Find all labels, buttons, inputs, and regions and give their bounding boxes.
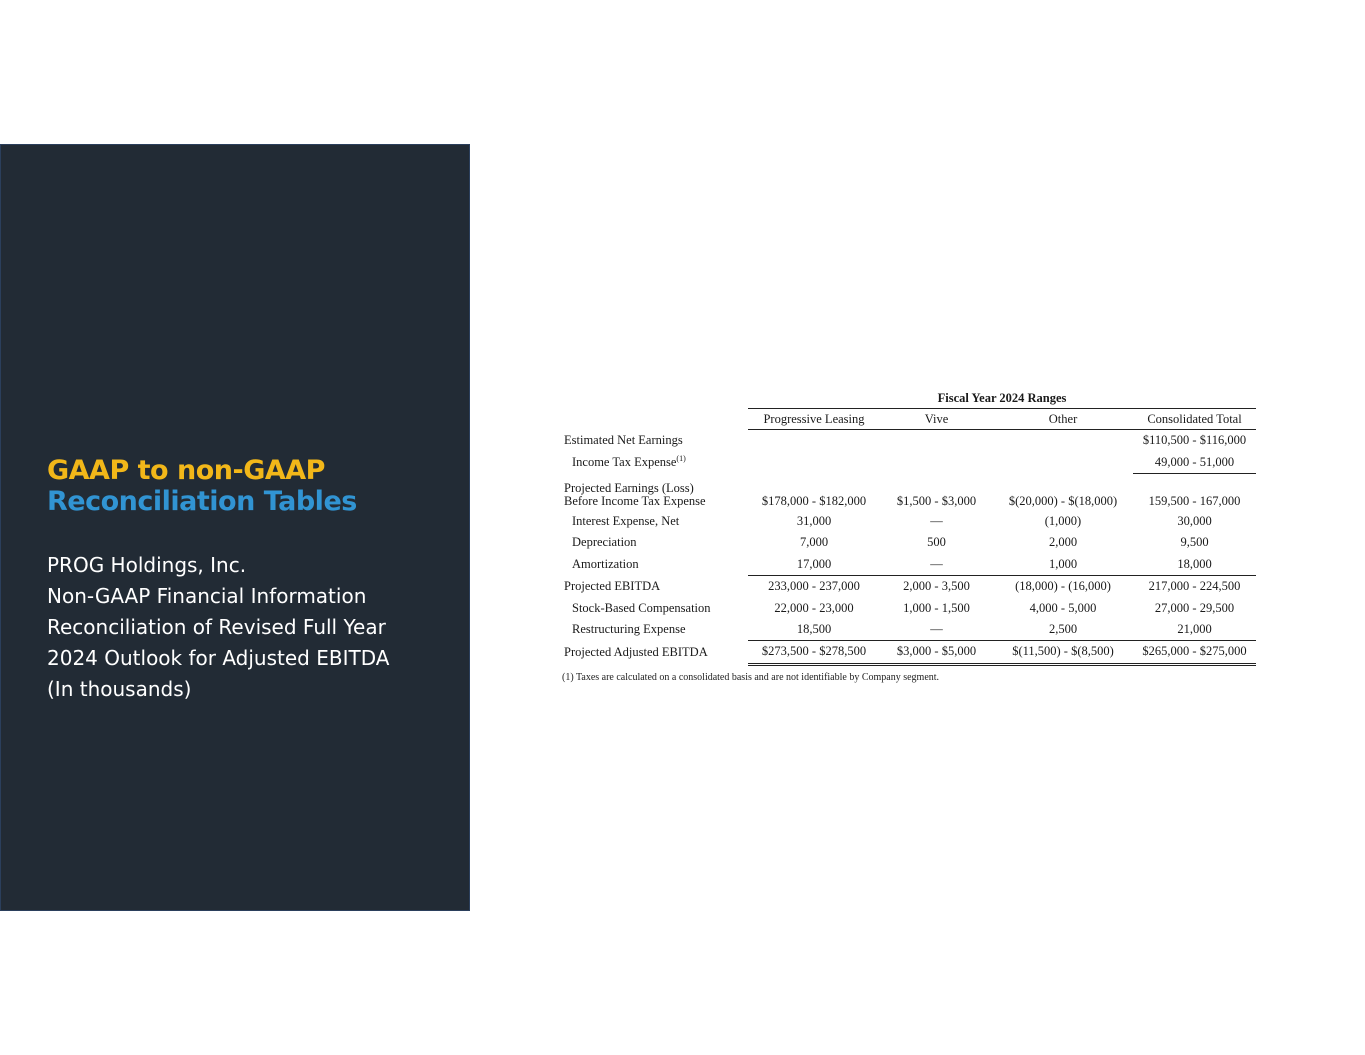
cell: 27,000 - 29,500 (1154, 600, 1235, 615)
column-header-vive: Vive (880, 409, 993, 430)
side-panel (0, 144, 470, 911)
group-header: Fiscal Year 2024 Ranges (937, 390, 1067, 405)
row-label: Estimated Net Earnings (564, 432, 683, 447)
cell (748, 451, 880, 473)
cell: — (880, 554, 993, 576)
row-label-line: Projected Earnings (Loss) (564, 480, 694, 495)
cell: $1,500 - $3,000 (896, 493, 977, 508)
row-label: Projected Adjusted EBITDA (564, 644, 708, 659)
cell: (1,000) (1044, 513, 1082, 528)
cell: $(11,500) - $(8,500) (993, 641, 1133, 664)
reconciliation-table-container (562, 388, 1262, 683)
cell: 1,000 - 1,500 (903, 600, 970, 615)
cell: 159,500 - 167,000 (1148, 493, 1241, 508)
cell: 500 (927, 535, 946, 550)
cell (880, 451, 993, 473)
cell: $3,000 - $5,000 (880, 641, 993, 664)
cell: — (930, 513, 943, 528)
cell: 49,000 - 51,000 (1133, 451, 1256, 473)
cell: $273,500 - $278,500 (748, 641, 880, 664)
cell: 217,000 - 224,500 (1148, 579, 1241, 594)
table-row (562, 532, 1256, 553)
cell (880, 430, 993, 452)
title-line-1: GAAP to non-GAAP (47, 455, 325, 486)
table-row (562, 473, 1256, 511)
footnote: (1) Taxes are calculated on a consolidated basis and are not identifiable by Company segment. (562, 671, 940, 683)
cell: 2,500 (993, 619, 1133, 641)
subtitle (47, 550, 457, 705)
column-header-progressive-leasing: Progressive Leasing (748, 409, 880, 430)
column-header-consolidated-total: Consolidated Total (1133, 409, 1256, 430)
column-header-other: Other (993, 409, 1133, 430)
cell: $265,000 - $275,000 (1133, 641, 1256, 664)
table-row (562, 619, 1256, 641)
row-label-text: Income Tax Expense (572, 455, 677, 470)
cell: $(20,000) - $(18,000) (1008, 493, 1118, 508)
subtitle-line: (In thousands) (47, 677, 192, 701)
row-label: Stock-Based Compensation (572, 600, 711, 615)
row-label: Restructuring Expense (572, 622, 686, 637)
table-row (562, 430, 1256, 452)
row-label: Amortization (572, 557, 639, 571)
subtitle-line: PROG Holdings, Inc. (47, 553, 247, 577)
cell: 18,500 (748, 619, 880, 641)
cell: 31,000 (796, 513, 832, 528)
table-row (562, 575, 1256, 597)
cell (993, 430, 1133, 452)
table-row (562, 451, 1256, 473)
cell: 7,000 (799, 535, 829, 550)
row-label: Depreciation (572, 535, 637, 550)
row-label-line: Before Income Tax Expense (564, 493, 706, 508)
cell: 22,000 - 23,000 (774, 600, 854, 615)
cell: $110,500 - $116,000 (1142, 433, 1247, 448)
title-line-2: Reconciliation Tables (47, 486, 357, 517)
subtitle-line: Reconciliation of Revised Full Year (47, 615, 386, 639)
cell: $178,000 - $182,000 (761, 493, 867, 508)
cell: 2,000 - 3,500 (903, 579, 970, 594)
reconciliation-table (562, 388, 1256, 666)
row-label (562, 473, 748, 511)
row-label: Interest Expense, Net (572, 513, 680, 528)
table-row (562, 554, 1256, 576)
cell: 9,500 (1180, 535, 1209, 550)
table-row (562, 641, 1256, 664)
cell: 30,000 (1177, 513, 1212, 528)
cell (993, 451, 1133, 473)
cell: 18,000 (1133, 554, 1256, 576)
footnote-marker: (1) (676, 454, 686, 464)
cell: 2,000 (1048, 535, 1078, 550)
subtitle-line: Non-GAAP Financial Information (47, 584, 367, 608)
cell: 233,000 - 237,000 (768, 579, 860, 594)
table-row (562, 511, 1256, 532)
subtitle-line: 2024 Outlook for Adjusted EBITDA (47, 646, 390, 670)
cell: (18,000) - (16,000) (1015, 579, 1111, 594)
cell: 17,000 (748, 554, 880, 576)
cell: — (880, 619, 993, 641)
cell: 4,000 - 5,000 (1029, 600, 1097, 615)
cell: 21,000 (1133, 619, 1256, 641)
cell: 1,000 (993, 554, 1133, 576)
table-row (562, 597, 1256, 618)
cell (748, 430, 880, 452)
row-label (562, 451, 748, 473)
row-label: Projected EBITDA (564, 578, 661, 593)
